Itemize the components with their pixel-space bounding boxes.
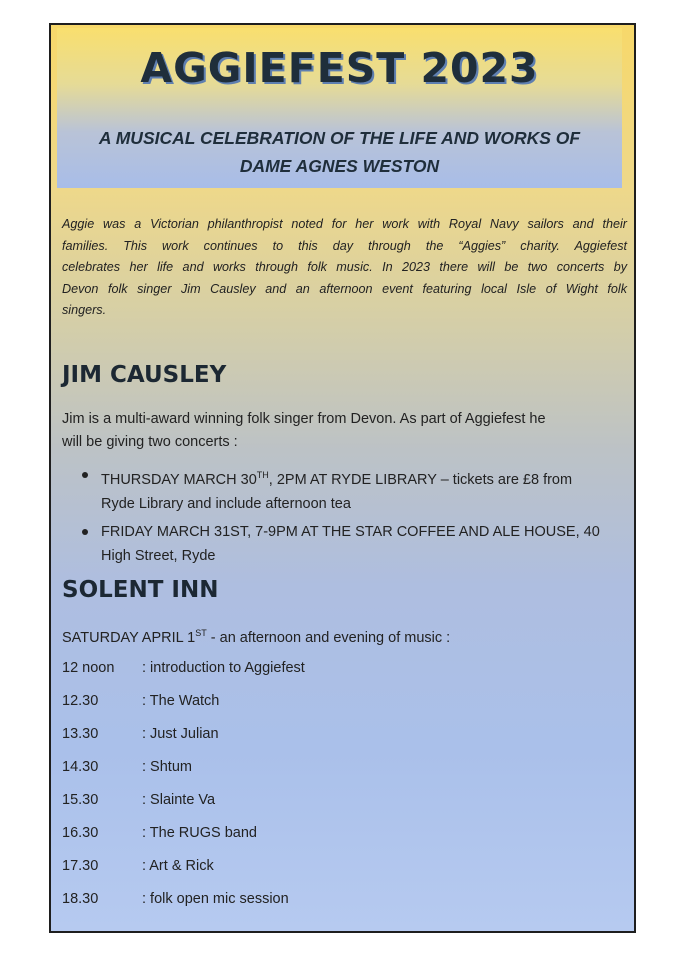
list-item xyxy=(80,463,630,516)
concert-1-line-2: Ryde Library and include afternoon tea xyxy=(101,496,351,512)
schedule-time: 18.30 xyxy=(62,891,99,907)
schedule-time: 17.30 xyxy=(62,858,99,874)
schedule-act: : Slainte Va xyxy=(142,792,216,808)
subtitle xyxy=(57,124,622,180)
schedule-time: 12 noon xyxy=(62,660,115,676)
schedule-act: : Art & Rick xyxy=(142,858,214,874)
schedule-time: 12.30 xyxy=(62,693,99,709)
intro-line-1: Aggie was a Victorian philanthropist noted for her work with Royal Navy sailors and their xyxy=(62,217,627,231)
concert-2-line-2: High Street, Ryde xyxy=(101,548,216,564)
list-item xyxy=(80,520,630,568)
schedule-time: 15.30 xyxy=(62,792,99,808)
jim-causley-heading: JIM CAUSLEY xyxy=(62,362,227,388)
solent-intro-text: - an afternoon and evening of music : xyxy=(206,630,451,646)
solent-date-suffix: ST xyxy=(195,628,207,638)
concert-1-line-1 xyxy=(101,472,572,488)
intro-paragraph xyxy=(62,214,627,322)
concert-list xyxy=(80,463,630,572)
concert-2-line-1: FRIDAY MARCH 31ST, 7-9PM AT THE STAR COFFEE AND ALE HOUSE, 40 xyxy=(101,524,600,540)
intro-line-2: families. This work continues to this day through the “Aggies” charity. Aggiefest xyxy=(62,238,627,253)
intro-line-4: Devon folk singer Jim Causley and an afternoon event featuring local Isle of Wight folk xyxy=(62,281,627,296)
intro-line-5: singers. xyxy=(62,303,107,317)
jim-text-line-1: Jim is a multi-award winning folk singer from Devon. As part of Aggiefest he xyxy=(62,411,546,427)
jim-causley-description xyxy=(62,408,546,454)
bullet-icon xyxy=(82,529,88,535)
schedule-time: 13.30 xyxy=(62,726,99,742)
page-title: AGGIEFEST 2023 xyxy=(140,44,539,92)
concert-1-details: , 2PM AT RYDE LIBRARY – tickets are £8 from xyxy=(268,472,573,488)
schedule-act: : Shtum xyxy=(142,759,192,775)
schedule-act: : folk open mic session xyxy=(142,891,289,907)
schedule-time: 14.30 xyxy=(62,759,99,775)
solent-inn-intro xyxy=(62,622,450,650)
jim-text-line-2: will be giving two concerts : xyxy=(62,434,238,450)
subtitle-line-1: A MUSICAL CELEBRATION OF THE LIFE AND WORKS OF xyxy=(98,128,581,148)
subtitle-line-2: DAME AGNES WESTON xyxy=(239,156,440,176)
bullet-icon xyxy=(82,472,88,478)
schedule-act: : The Watch xyxy=(142,693,220,709)
concert-1-date: THURSDAY MARCH 30 xyxy=(101,472,257,488)
schedule-time: 16.30 xyxy=(62,825,99,841)
concert-1-date-suffix: TH xyxy=(256,470,269,480)
solent-date: SATURDAY APRIL 1 xyxy=(62,630,196,646)
schedule-act: : Just Julian xyxy=(142,726,219,742)
solent-inn-heading: SOLENT INN xyxy=(62,577,219,603)
intro-line-3: celebrates her life and works through folk music. In 2023 there will be two concerts by xyxy=(62,260,627,274)
schedule-act: : introduction to Aggiefest xyxy=(142,660,305,676)
schedule-act: : The RUGS band xyxy=(142,825,257,841)
